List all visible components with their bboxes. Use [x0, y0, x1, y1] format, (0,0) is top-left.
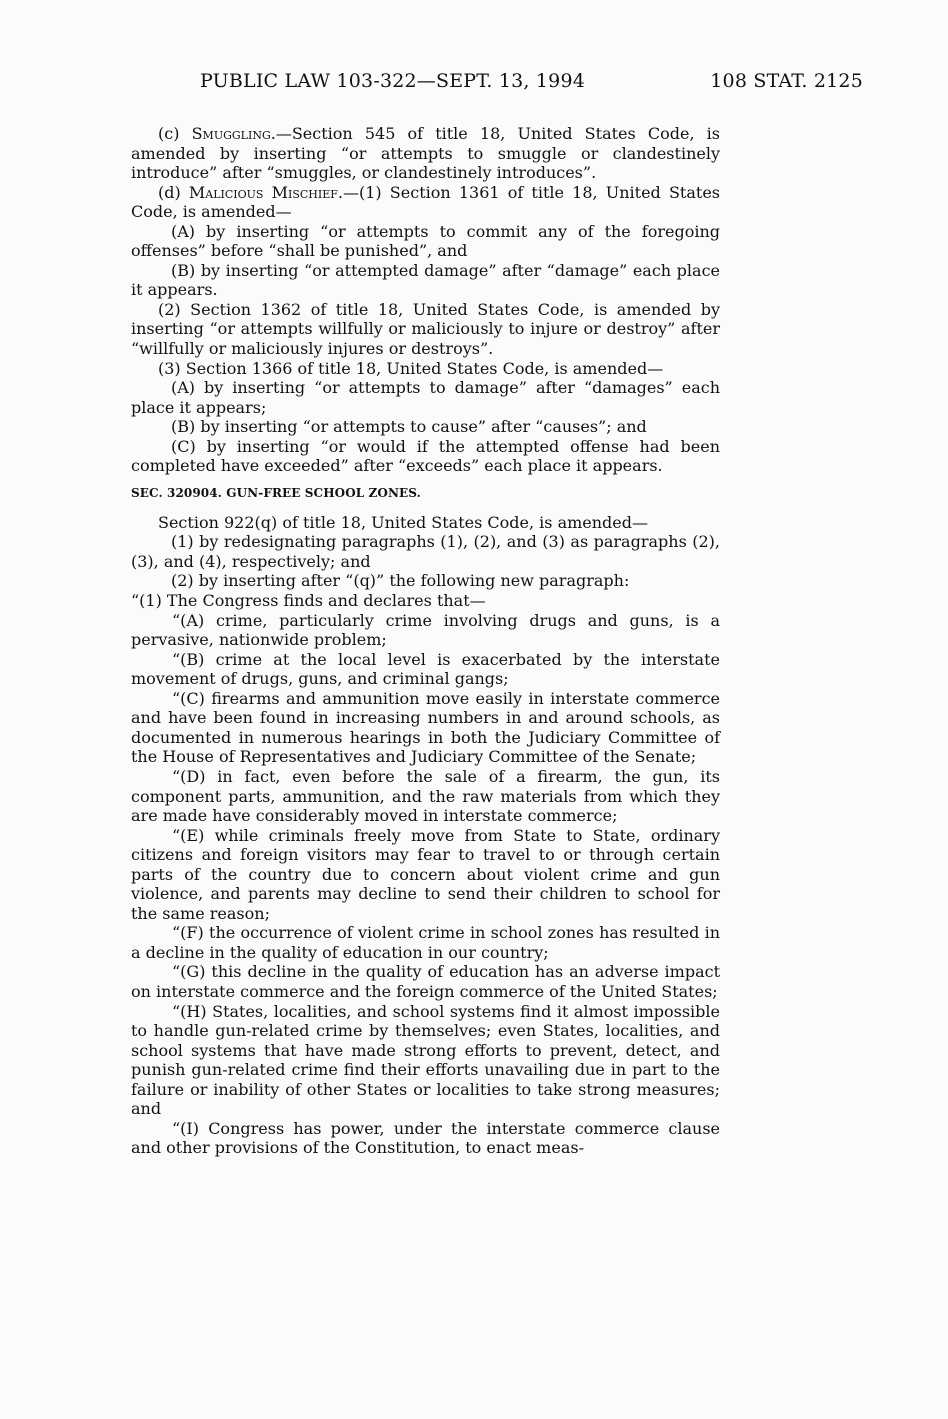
finding-F: “(F) the occurrence of violent crime in school zones has resulted in a decline in the quality of education in our country;	[131, 923, 720, 962]
finding-I: “(I) Congress has power, under the interstate commerce clause and other provisions of the Constitution, to enact meas-	[131, 1118, 720, 1158]
paragraph-d-text: —(1) Section 1361 of title 18, United States Code, is amended—	[131, 182, 721, 222]
paragraph-c-caption: Smuggling.	[191, 124, 276, 143]
quote-intro: “(1) The Congress finds and declares that—	[131, 591, 486, 611]
section-item-2: (2) by inserting after “(q)” the following new paragraph:	[171, 571, 630, 591]
paragraph-d-label: (d)	[158, 182, 189, 202]
finding-C: “(C) firearms and ammunition move easily in interstate commerce and have been found in increasing numbers in and around schools, as documented in numerous hearings in both the Judiciary Committee of the House of Representatives and Judiciary Committee of the Senate;	[131, 688, 720, 767]
paragraph-d	[131, 183, 720, 222]
paragraph-d3: (3) Section 1366 of title 18, United States Code, is amended—	[158, 358, 664, 378]
paragraph-d3-C: (C) by inserting “or would if the attempted offense had been completed have exceeded” after “exceeds” each place it appears.	[131, 436, 720, 476]
header-stat-page: 108 STAT. 2125	[710, 70, 863, 92]
section-intro: Section 922(q) of title 18, United States Code, is amended—	[158, 512, 648, 532]
finding-D: “(D) in fact, even before the sale of a firearm, the gun, its component parts, ammunition, and the raw materials from which they are made have considerably moved in interstate commerce;	[131, 766, 720, 826]
finding-B: “(B) crime at the local level is exacerbated by the interstate movement of drugs, guns, and criminal gangs;	[131, 649, 720, 689]
paragraph-d-caption: Malicious Mischief.	[188, 182, 343, 202]
document-body	[131, 124, 720, 1158]
finding-H: “(H) States, localities, and school systems find it almost impossible to handle gun-related crime by themselves; even States, localities, and school systems that have made strong efforts to prevent, detect, and punish gun-related crime find their efforts unavailing due in part to the failure or inability of other States or localities to take strong measures; and	[131, 1001, 720, 1119]
paragraph-d3-B: (B) by inserting “or attempts to cause” after “causes”; and	[171, 417, 647, 437]
section-item-1: (1) by redesignating paragraphs (1), (2), and (3) as paragraphs (2), (3), and (4), respectively; and	[131, 532, 720, 571]
paragraph-c	[131, 124, 720, 183]
paragraph-d1-B: (B) by inserting “or attempted damage” after “damage” each place it appears.	[131, 260, 720, 300]
paragraph-d2: (2) Section 1362 of title 18, United States Code, is amended by inserting “or attempts willfully or maliciously to injure or destroy” after “willfully or maliciously injures or destroys”.	[131, 299, 720, 359]
paragraph-d3-A: (A) by inserting “or attempts to damage” after “damages” each place it appears;	[131, 378, 720, 417]
section-heading: SEC. 320904. GUN-FREE SCHOOL ZONES.	[131, 485, 421, 500]
finding-A: “(A) crime, particularly crime involving drugs and guns, is a pervasive, nationwide problem;	[131, 610, 720, 650]
header-title: PUBLIC LAW 103-322—SEPT. 13, 1994	[200, 70, 586, 92]
finding-E: “(E) while criminals freely move from State to State, ordinary citizens and foreign visitors may fear to travel to or through certain parts of the country due to concern about violent crime and gun violence, and parents may decline to send their children to school for the same reason;	[131, 825, 720, 923]
paragraph-c-text: —Section 545 of title 18, United States Code, is amended by inserting “or attempts to smuggle or clandestinely introduce” after “smuggles, or clandestinely introduces”.	[131, 124, 721, 183]
page-header	[200, 70, 863, 100]
finding-G: “(G) this decline in the quality of education has an adverse impact on interstate commerce and the foreign commerce of the United States;	[131, 962, 720, 1001]
paragraph-d1-A: (A) by inserting “or attempts to commit any of the foregoing offenses” before “shall be punished”, and	[131, 221, 720, 261]
paragraph-c-label: (c)	[158, 124, 192, 143]
